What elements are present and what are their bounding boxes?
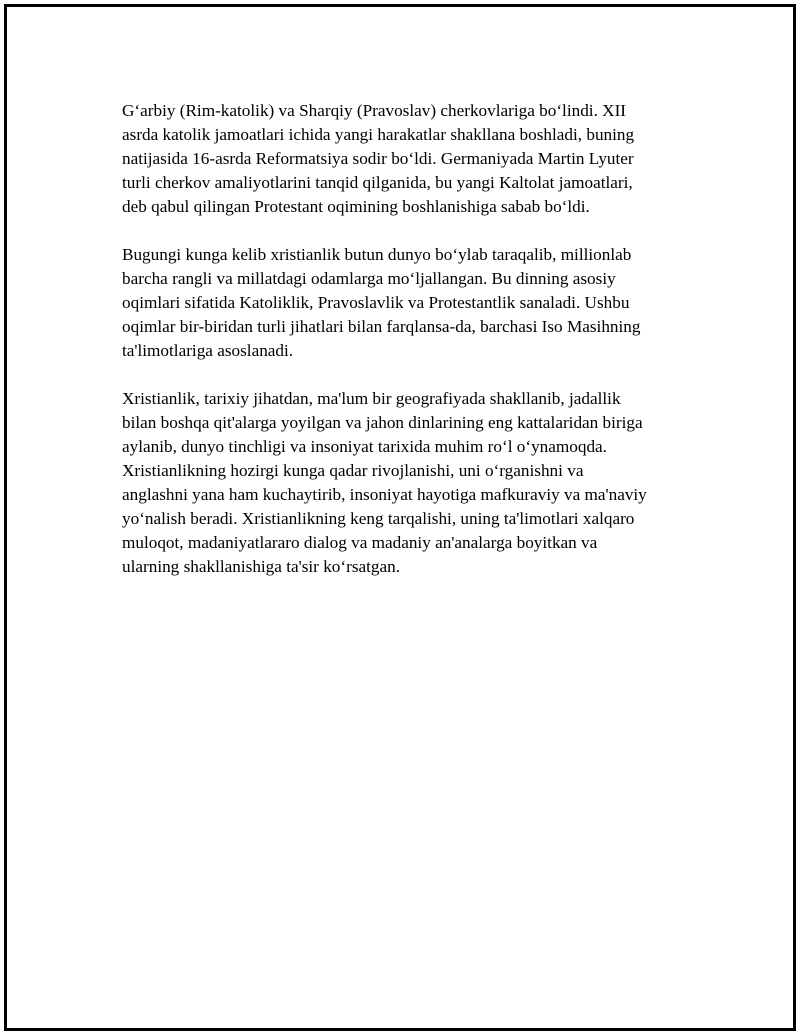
text-line: yo‘nalish beradi. Xristianlikning keng tarqalishi, uning ta'limotlari xalqaro bbox=[122, 509, 635, 528]
paragraph-1 bbox=[122, 99, 712, 219]
text-line: ta'limotlariga asoslanadi. bbox=[122, 341, 294, 360]
text-line: asrda katolik jamoatlari ichida yangi harakatlar shakllana boshladi, buning bbox=[122, 125, 635, 144]
page-border bbox=[4, 4, 796, 1031]
text-line: aylanib, dunyo tinchligi va insoniyat tarixida muhim ro‘l o‘ynamoqda. bbox=[122, 437, 607, 456]
text-line: Xristianlik, tarixiy jihatdan, ma'lum bir geografiyada shakllanib, jadallik bbox=[122, 389, 621, 408]
text-line: oqimlari sifatida Katoliklik, Pravoslavlik va Protestantlik sanaladi. Ushbu bbox=[122, 293, 630, 312]
text-line: anglashni yana ham kuchaytirib, insoniyat hayotiga mafkuraviy va ma'naviy bbox=[122, 485, 647, 504]
text-line: deb qabul qilingan Protestant oqimining boshlanishiga sabab bo‘ldi. bbox=[122, 197, 590, 216]
document-body bbox=[122, 99, 712, 603]
text-line: Bugungi kunga kelib xristianlik butun dunyo bo‘ylab taraqalib, millionlab bbox=[122, 245, 632, 264]
paragraph-2 bbox=[122, 243, 712, 363]
text-line: natijasida 16-asrda Reformatsiya sodir bo‘ldi. Germaniyada Martin Lyuter bbox=[122, 149, 634, 168]
text-line: oqimlar bir-biridan turli jihatlari bilan farqlansa-da, barchasi Iso Masihning bbox=[122, 317, 641, 336]
text-line: muloqot, madaniyatlararo dialog va madaniy an'analarga boyitkan va bbox=[122, 533, 598, 552]
text-line: G‘arbiy (Rim-katolik) va Sharqiy (Pravoslav) cherkovlariga bo‘lindi. XII bbox=[122, 101, 627, 120]
text-line: turli cherkov amaliyotlarini tanqid qilganida, bu yangi Kaltolat jamoatlari, bbox=[122, 173, 633, 192]
text-line: Xristianlikning hozirgi kunga qadar rivojlanishi, uni o‘rganishni va bbox=[122, 461, 584, 480]
text-line: ularning shakllanishiga ta'sir ko‘rsatgan. bbox=[122, 557, 401, 576]
text-line: barcha rangli va millatdagi odamlarga mo‘ljallangan. Bu dinning asosiy bbox=[122, 269, 616, 288]
text-line: bilan boshqa qit'alarga yoyilgan va jahon dinlarining eng kattalaridan biriga bbox=[122, 413, 643, 432]
paragraph-3 bbox=[122, 387, 712, 579]
